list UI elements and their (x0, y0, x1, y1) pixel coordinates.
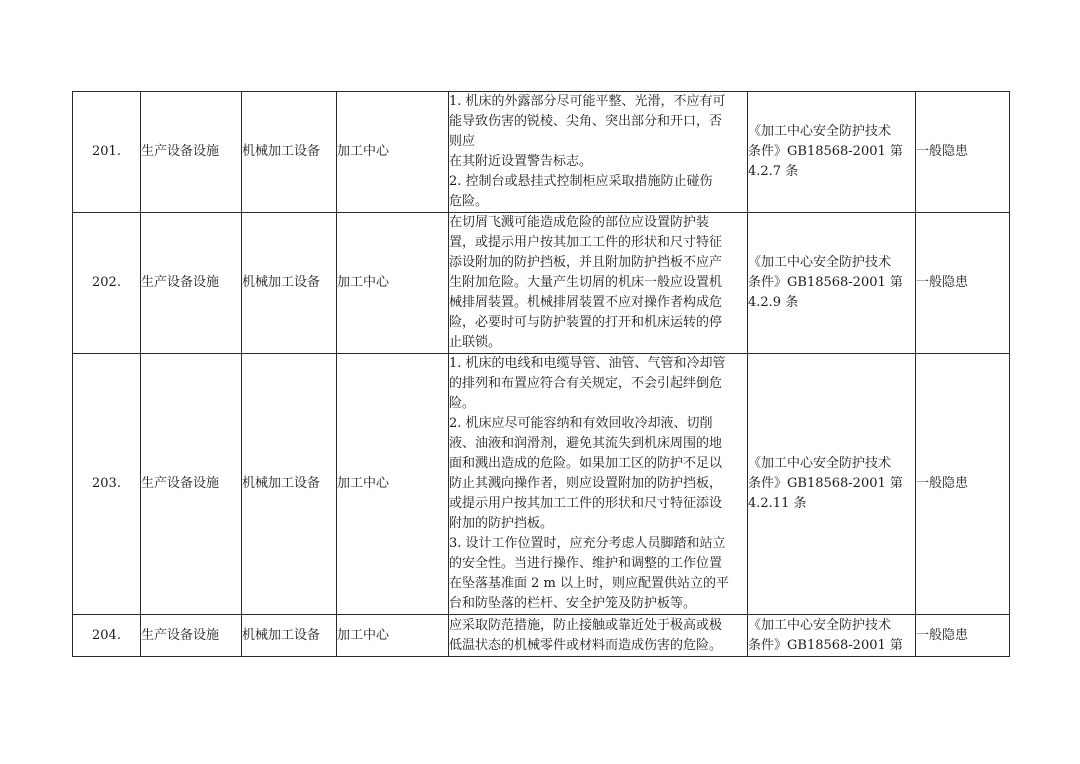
requirement-line: 面和溅出造成的危险。如果加工区的防护不足以 (449, 456, 723, 471)
basis-line: 《加工中心安全防护技术 (748, 255, 892, 270)
requirement-line: 液、油液和润滑剂，避免其流失到机床周围的地 (449, 436, 723, 451)
subcategory-cell: 机械加工设备 (242, 213, 337, 354)
basis-cell (748, 92, 916, 213)
table-row (73, 213, 1010, 354)
requirement-line: 的安全性。当进行操作、维护和调整的工作位置 (449, 556, 723, 571)
basis-line: 《加工中心安全防护技术 (748, 617, 892, 633)
table-row (73, 615, 1010, 657)
basis-cell (748, 213, 916, 354)
requirement-line: 在切屑飞溅可能造成危险的部位应设置防护装 (449, 215, 710, 230)
basis-line: 4.2.7 条 (748, 164, 799, 179)
requirement-line: 或提示用户按其加工工件的形状和尺寸特征添设 (449, 496, 723, 511)
requirement-line: 能导致伤害的锐棱、尖角、突出部分和开口，否 (449, 114, 723, 129)
requirement-line: 附加的防护挡板。 (449, 516, 554, 531)
table-row (73, 92, 1010, 213)
subcategory-cell: 机械加工设备 (242, 354, 337, 615)
row-number: 203. (73, 354, 141, 615)
requirement-line: 险。 (449, 396, 476, 411)
item-cell: 加工中心 (337, 615, 449, 657)
requirement-line: 械排屑装置。机械排屑装置不应对操作者构成危 (449, 295, 723, 310)
requirement-line: 置，或提示用户按其加工工件的形状和尺寸特征 (449, 235, 723, 250)
basis-line: 条件》GB18568-2001 第 (748, 476, 903, 491)
basis-line: 4.2.9 条 (748, 295, 799, 310)
requirement-line: 1. 机床的外露部分尽可能平整、光滑，不应有可 (449, 94, 726, 109)
requirement-line: 低温状态的机械零件或材料而造成伤害的危险。 (449, 637, 723, 653)
basis-line: 条件》GB18568-2001 第 (748, 144, 903, 159)
requirement-line: 的排列和布置应符合有关规定，不会引起绊倒危 (449, 376, 723, 391)
basis-line: 条件》GB18568-2001 第 (748, 275, 903, 290)
category-cell: 生产设备设施 (141, 354, 242, 615)
subcategory-cell: 机械加工设备 (242, 615, 337, 657)
basis-line: 4.2.11 条 (748, 496, 807, 511)
requirement-line: 应采取防范措施，防止接触或靠近处于极高或极 (449, 617, 723, 633)
row-number: 202. (73, 213, 141, 354)
item-cell: 加工中心 (337, 354, 449, 615)
hazard-level-cell: 一般隐患 (916, 615, 1010, 657)
item-cell: 加工中心 (337, 92, 449, 213)
requirement-line: 止联锁。 (449, 335, 502, 350)
row-number: 201. (73, 92, 141, 213)
category-cell: 生产设备设施 (141, 615, 242, 657)
hazard-table (72, 91, 1010, 657)
basis-cell (748, 354, 916, 615)
requirement-line: 2. 机床应尽可能容纳和有效回收冷却液、切削 (449, 416, 713, 431)
category-cell: 生产设备设施 (141, 92, 242, 213)
requirement-line: 1. 机床的电线和电缆导管、油管、气管和冷却管 (449, 356, 726, 371)
requirement-line: 生附加危险。大量产生切屑的机床一般应设置机 (449, 275, 723, 290)
requirement-cell (449, 213, 748, 354)
requirement-line: 防止其溅向操作者，则应设置附加的防护挡板， (449, 476, 723, 491)
requirement-line: 在其附近设置警告标志。 (449, 154, 593, 169)
requirement-line: 2. 控制台或悬挂式控制柜应采取措施防止碰伤 (449, 174, 713, 189)
requirement-line: 在坠落基准面 2 m 以上时，则应配置供站立的平 (449, 576, 729, 591)
basis-line: 条件》GB18568-2001 第 (748, 637, 903, 653)
requirement-line: 危险。 (449, 194, 489, 209)
requirement-cell (449, 615, 748, 657)
basis-line: 《加工中心安全防护技术 (748, 456, 892, 471)
requirement-line: 台和防坠落的栏杆、安全护笼及防护板等。 (449, 596, 697, 611)
hazard-level-cell: 一般隐患 (916, 92, 1010, 213)
item-cell: 加工中心 (337, 213, 449, 354)
row-number: 204. (73, 615, 141, 657)
requirement-line: 3. 设计工作位置时，应充分考虑人员脚踏和站立 (449, 536, 726, 551)
hazard-level-cell: 一般隐患 (916, 354, 1010, 615)
requirement-cell (449, 354, 748, 615)
hazard-level-cell: 一般隐患 (916, 213, 1010, 354)
requirement-cell (449, 92, 748, 213)
table-body (73, 92, 1010, 657)
basis-line: 《加工中心安全防护技术 (748, 124, 892, 139)
category-cell: 生产设备设施 (141, 213, 242, 354)
subcategory-cell: 机械加工设备 (242, 92, 337, 213)
requirement-line: 险，必要时可与防护装置的打开和机床运转的停 (449, 315, 723, 330)
requirement-line: 则应 (449, 134, 476, 149)
requirement-line: 添设附加的防护挡板，并且附加防护挡板不应产 (449, 255, 723, 270)
table-row (73, 354, 1010, 615)
basis-cell (748, 615, 916, 657)
